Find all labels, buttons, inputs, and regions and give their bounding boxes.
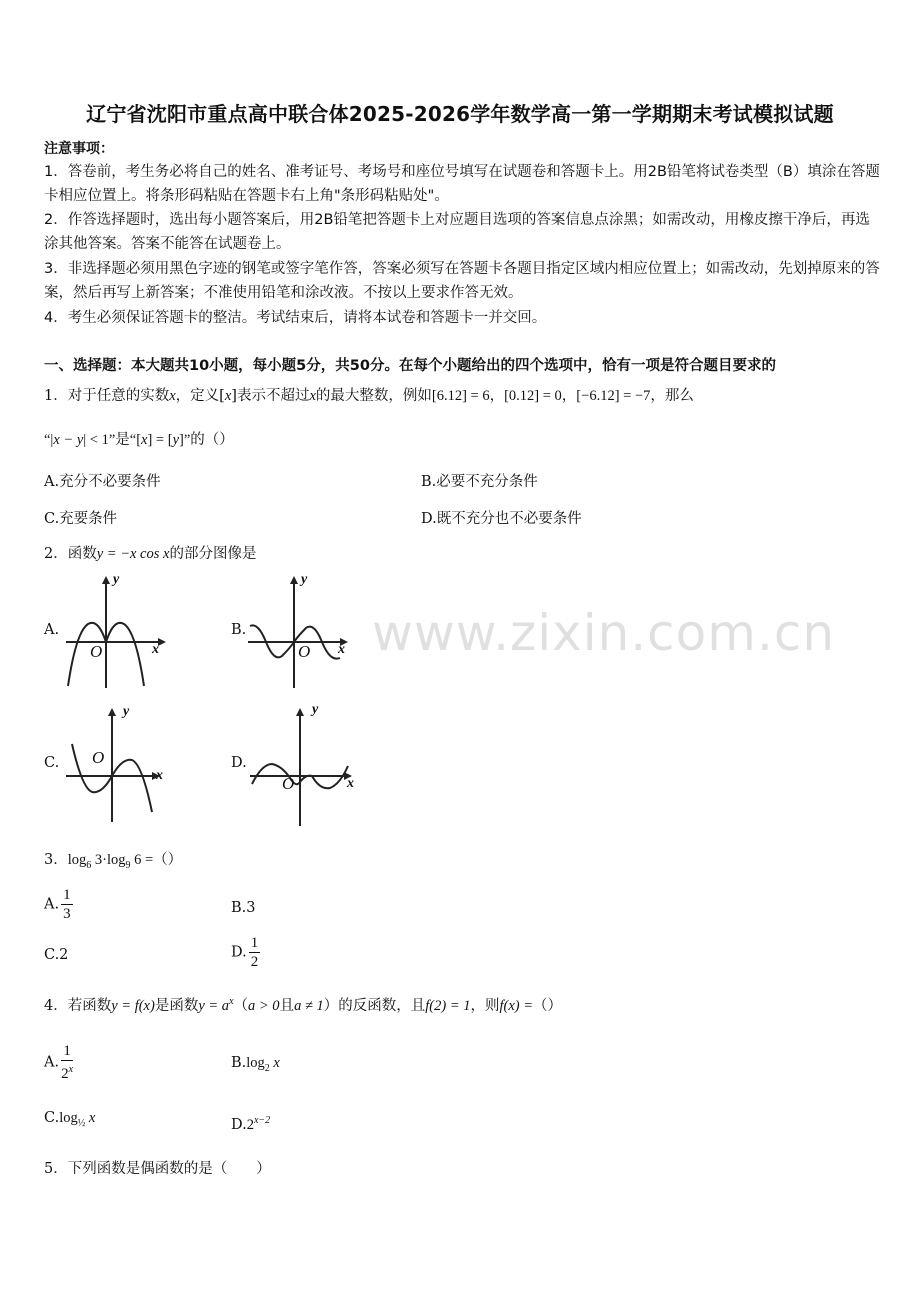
q3-stem-a: 3． [44, 852, 68, 868]
q1-l2-b: x − y [53, 432, 84, 448]
q4-c-x: x [85, 1110, 96, 1126]
q2-option-d[interactable]: D. [231, 755, 247, 771]
q4-a-num: 1 [61, 1042, 73, 1061]
q2-b-origin: O [298, 642, 311, 661]
q1-l2-x: x [141, 432, 148, 448]
q4-c-base: ½ [77, 1117, 86, 1129]
q3-option-c[interactable]: C.2 [44, 947, 69, 963]
q1-l2-c: | < 1”是“[ [83, 432, 142, 448]
q4-stem-a: 4．若函数 [44, 998, 112, 1014]
q3-log1: log [67, 852, 87, 868]
q4-c-label: C. [44, 1110, 60, 1126]
watermark: www.zixin.com.cn [372, 604, 836, 662]
q4-b-log: log [246, 1055, 265, 1071]
q4-f2-sup: x [229, 996, 234, 1008]
q3-option-d[interactable] [231, 934, 260, 971]
q3-d-label: D. [231, 944, 247, 961]
q4-stem-e: ）的反函数，且 [323, 998, 426, 1014]
q1-l2-y: y [172, 432, 179, 448]
q2-a-x-label: x [152, 642, 159, 657]
q2-option-b[interactable]: B. [231, 622, 247, 638]
q3-a-num: 1 [63, 887, 71, 903]
q1-l2-e: ]”的（） [179, 432, 234, 448]
q1-var-x: x [169, 388, 176, 404]
q2-stem-b: 的部分图像是 [169, 546, 257, 562]
q4-d-base: 2 [246, 1116, 254, 1133]
q2-option-c[interactable]: C. [44, 755, 60, 771]
q4-a-den-base: 2 [61, 1066, 69, 1082]
q2-graph-a[interactable] [62, 572, 172, 690]
q4-d-label: D. [231, 1116, 247, 1133]
q3-mid: 3·log [91, 852, 126, 868]
q4-f2: y = a [198, 998, 230, 1014]
q4-stem-d: 且 [279, 998, 295, 1014]
q1-text-c: ]表示不超过 [231, 388, 310, 404]
q2-a-origin: O [90, 642, 103, 661]
section-heading: 一、选择题：本大题共10小题，每小题5分，共50分。在每个小题给出的四个选项中，恰有一项是符合题目要求的 [44, 358, 776, 374]
q2-d-origin: O [282, 774, 295, 793]
q3-base1: 6 [86, 859, 92, 871]
q4-stem-f: ，则 [470, 998, 500, 1014]
q1-option-c[interactable]: C.充要条件 [44, 511, 118, 527]
q2-option-a[interactable]: A. [44, 622, 60, 638]
q1-var-x3: x [309, 388, 316, 404]
q1-stem-line-2 [44, 428, 234, 449]
q4-b-x: x [269, 1055, 280, 1071]
q1-option-d[interactable]: D.既不充分也不必要条件 [421, 511, 582, 527]
note-3: 3．非选择题必须用黑色字迹的钢笔或签字笔作答，答案必须写在答题卡各题目指定区域内相应位置上；如需改动，先划掉原来的答案，然后再写上新答案；不准使用铅笔和涂改液。不按以上要求作答无效。 [44, 261, 880, 301]
q2-c-origin: O [92, 748, 105, 767]
q4-b-label: B. [231, 1055, 247, 1071]
q1-text-a: 1．对于任意的实数 [44, 388, 170, 404]
q5-stem: 5．下列函数是偶函数的是（ ） [44, 1161, 271, 1177]
q3-d-den: 2 [250, 954, 259, 970]
q4-cond1: a > 0 [248, 998, 280, 1014]
note-1: 1．答卷前，考生务必将自己的姓名、准考证号、考场号和座位号填写在试题卷和答题卡上。用2B铅笔将试卷类型（B）填涂在答题卡相应位置上。将条形码粘贴在答题卡右上角"条形码粘贴处"。 [44, 164, 880, 204]
q1-stem-line-1 [44, 384, 694, 405]
q2-c-x-label: x [156, 768, 163, 783]
note-2: 2．作答选择题时，选出每小题答案后，用2B铅笔把答题卡上对应题目选项的答案信息点涂黑；如需改动，用橡皮擦干净后，再选涂其他答案。答案不能答在试题卷上。 [44, 212, 870, 252]
q1-var-x2: x [224, 388, 232, 404]
q4-option-a[interactable] [44, 1042, 73, 1083]
q2-stem-a: 2．函数 [44, 546, 97, 562]
q4-option-c[interactable] [44, 1110, 95, 1129]
q4-d-exp: x−2 [253, 1115, 271, 1126]
q2-formula: y = −x cos x [96, 546, 170, 562]
q4-c-log: log [59, 1110, 78, 1126]
q2-d-x-label: x [347, 776, 354, 791]
q2-b-y-label: y [301, 572, 308, 587]
q4-option-d[interactable] [231, 1115, 270, 1134]
q4-stem-g: （） [533, 998, 563, 1014]
q3-option-b[interactable]: B.3 [231, 900, 256, 916]
notes-heading: 注意事项： [44, 141, 114, 157]
q2-c-y-label: y [123, 704, 130, 719]
q1-text-b: ，定义[ [175, 388, 225, 404]
q3-option-a[interactable] [44, 886, 73, 923]
q2-stem [44, 542, 256, 563]
q3-a-den: 3 [63, 906, 71, 922]
q4-stem-c: （ [233, 998, 249, 1014]
q1-text-d: 的最大整数，例如[6.12] = 6，[0.12] = 0，[−6.12] = −7，那么 [315, 388, 694, 404]
q4-a-den-sup: x [68, 1064, 74, 1075]
q3-a-label: A. [44, 896, 60, 913]
q1-option-a[interactable]: A.充分不必要条件 [44, 474, 161, 490]
q1-l2-d: ] = [ [147, 432, 173, 448]
page-title: 辽宁省沈阳市重点高中联合体2025-2026学年数学高一第一学期期末考试模拟试题 [86, 102, 834, 126]
q4-option-b[interactable] [231, 1055, 280, 1074]
q3-stem [44, 848, 182, 871]
q3-d-num: 1 [250, 935, 259, 951]
q4-b-base: 2 [264, 1062, 270, 1074]
q2-a-y-label: y [113, 572, 120, 587]
q4-f3: f(x) = [499, 998, 534, 1014]
q4-a-label: A. [44, 1054, 60, 1071]
q2-d-y-label: y [312, 702, 319, 717]
q4-stem-b: 是函数 [154, 998, 199, 1014]
q2-graph-d[interactable] [248, 704, 364, 828]
q2-b-x-label: x [338, 642, 345, 657]
q4-f1: y = f(x) [111, 998, 155, 1014]
q2-graph-b[interactable] [246, 572, 356, 690]
q3-d-fraction [249, 934, 261, 971]
q2-graph-c[interactable] [62, 704, 172, 824]
q4-cond3: f(2) = 1 [425, 998, 471, 1014]
q1-l2-a: “| [44, 432, 54, 448]
q4-stem [44, 994, 562, 1015]
q4-cond2: a ≠ 1 [294, 998, 324, 1014]
q4-a-den [61, 1061, 73, 1083]
q3-base2: 9 [125, 859, 131, 871]
q4-a-fraction [61, 1042, 73, 1083]
q3-stem-b: 6 =（） [130, 852, 183, 868]
q3-a-fraction [61, 886, 73, 923]
note-4: 4．考生必须保证答题卡的整洁。考试结束后，请将本试卷和答题卡一并交回。 [44, 310, 547, 326]
q1-option-b[interactable]: B.必要不充分条件 [421, 474, 538, 490]
